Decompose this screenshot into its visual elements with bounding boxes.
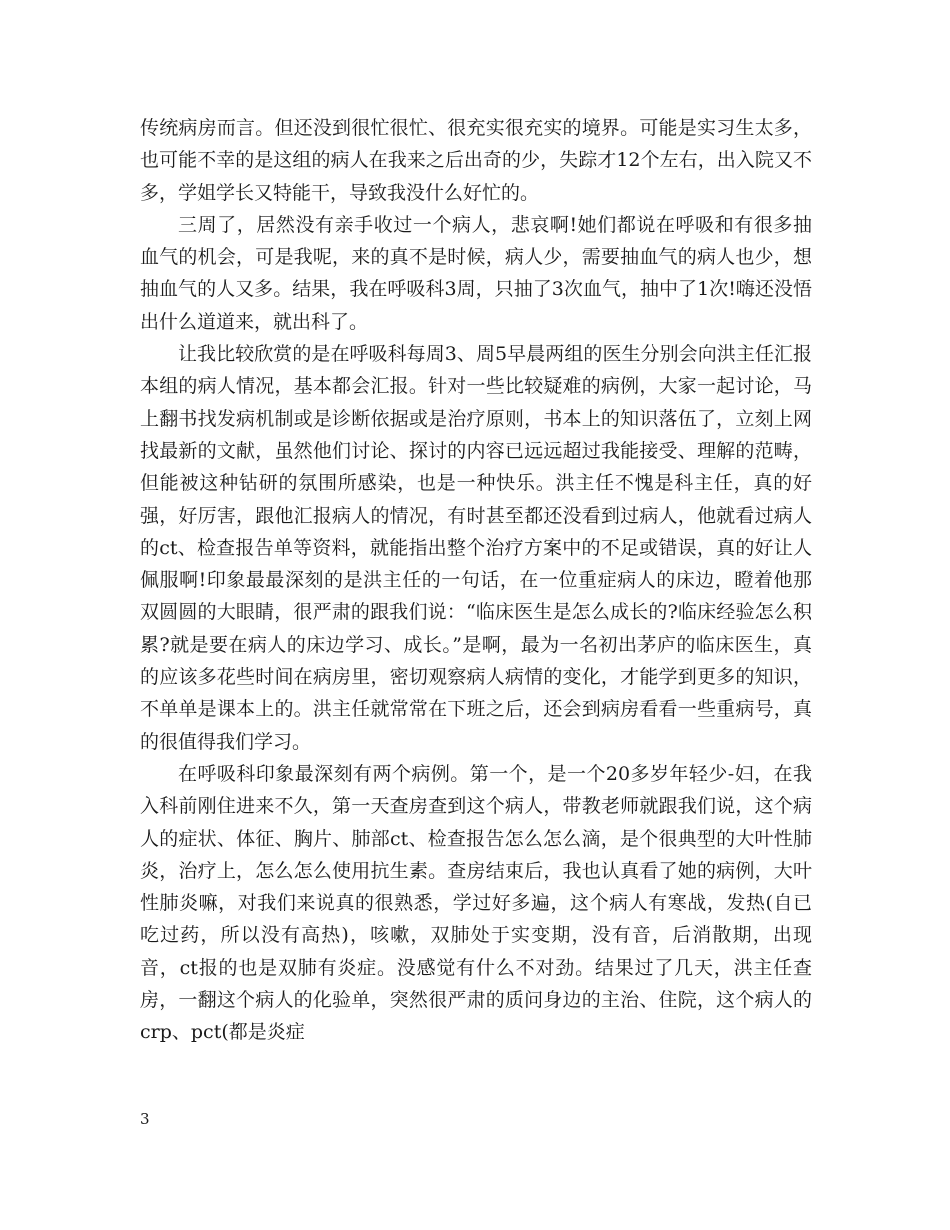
paragraph-case-study: 在呼吸科印象最深刻有两个病例。第一个，是一个20多岁年轻少-妇，在我入科前刚住进来不久，第一天查房查到这个病人，带教老师就跟我们说，这个病人的症状、体征、胸片、肺部ct、检查报告怎么怎么滴，是个很典型的大叶性肺炎，治疗上，怎么怎么使用抗生素。查房结束后，我也认真看了她的病例，大叶性肺炎嘛，对我们来说真的很熟悉，学过好多遍，这个病人有寒战，发热(自已吃过药，所以没有高热)，咳嗽，双肺处于实变期，没有音，后消散期，出现音，ct报的也是双肺有炎症。没感觉有什么不对劲。结果过了几天，洪主任查房，一翻这个病人的化验单，突然很严肃的质问身边的主治、住院，这个病人的crp、pct(都是炎症 bbox=[140, 762, 812, 1044]
paragraph-continued: 传统病房而言。但还没到很忙很忙、很充实很充实的境界。可能是实习生太多，也可能不幸的是这组的病人在我来之后出奇的少，失踪才12个左右，出入院又不多，学姐学长又特能干，导致我没什么好忙的。 bbox=[140, 117, 812, 204]
page-number: 3 bbox=[140, 1110, 150, 1128]
document-body bbox=[140, 112, 812, 1049]
paragraph-blood-gas: 三周了，居然没有亲手收过一个病人，悲哀啊!她们都说在呼吸和有很多抽血气的机会，可是我呢，来的真不是时候，病人少，需要抽血气的病人也少，想抽血气的人又多。结果，我在呼吸科3周，只抽了3次血气，抽中了1次!嗨还没悟出什么道道来，就出科了。 bbox=[140, 213, 812, 333]
paragraph-director-rounds: 让我比较欣赏的是在呼吸科每周3、周5早晨两组的医生分别会向洪主任汇报本组的病人情况，基本都会汇报。针对一些比较疑难的病例，大家一起讨论，马上翻书找发病机制或是诊断依据或是治疗原则，书本上的知识落伍了，立刻上网找最新的文献，虽然他们讨论、探讨的内容已远远超过我能接受、理解的范畴，但能被这种钻研的氛围所感染，也是一种快乐。洪主任不愧是科主任，真的好强，好厉害，跟他汇报病人的情况，有时甚至都还没看到过病人，他就看过病人的ct、检查报告单等资料，就能指出整个治疗方案中的不足或错误，真的好让人佩服啊!印象最最深刻的是洪主任的一句话，在一位重症病人的床边，瞪着他那双圆圆的大眼睛，很严肃的跟我们说：“临床医生是怎么成长的?临床经验怎么积累?就是要在病人的床边学习、成长。”是啊，最为一名初出茅庐的临床医生，真的应该多花些时间在病房里，密切观察病人病情的变化，才能学到更多的知识，不单单是课本上的。洪主任就常常在下班之后，还会到病房看看一些重病号，真的很值得我们学习。 bbox=[140, 343, 812, 753]
